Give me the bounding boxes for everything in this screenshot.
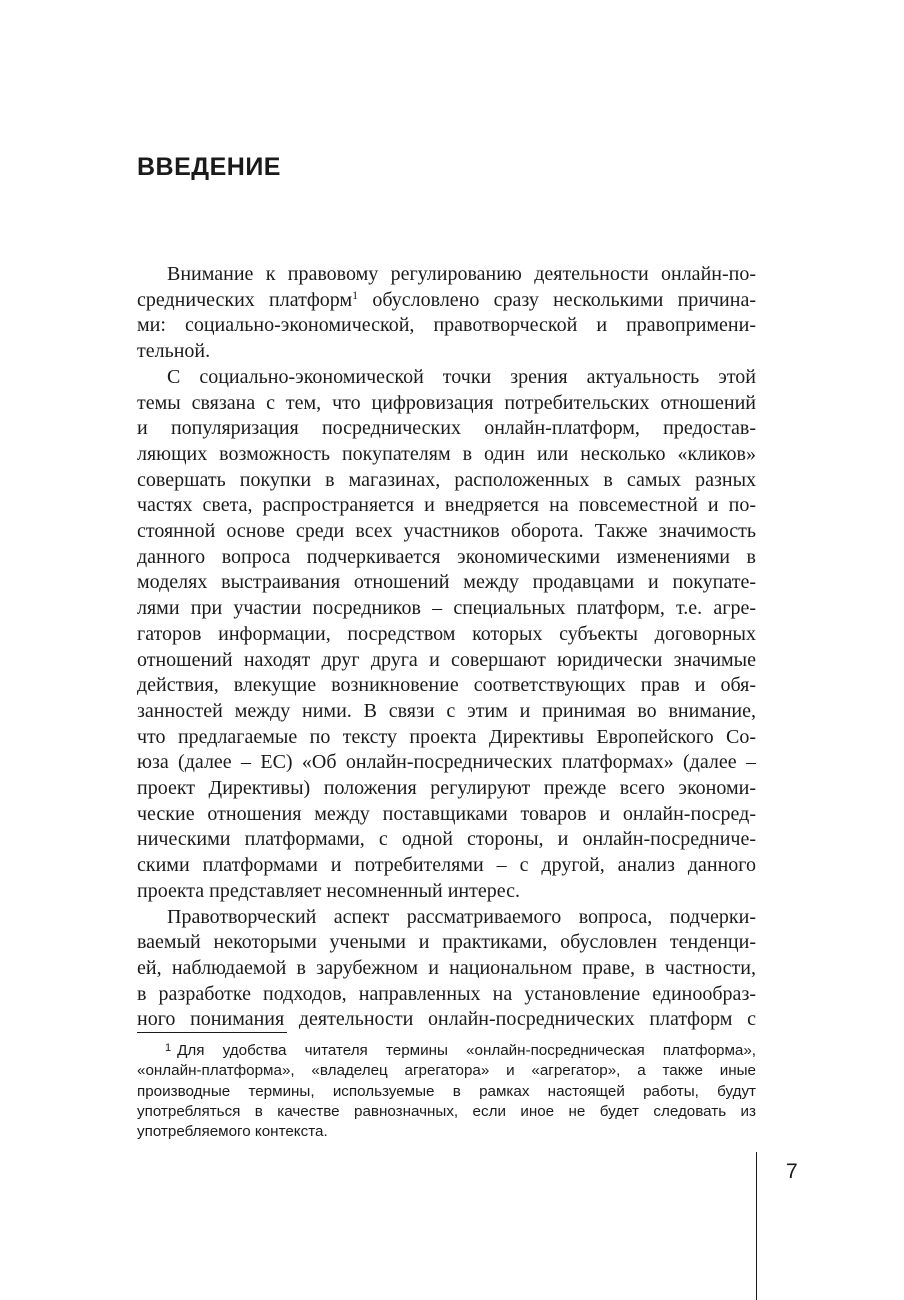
text-line: скими платформами и потребителями – с другой, анализ данного bbox=[137, 854, 756, 877]
footnote-line bbox=[137, 1041, 756, 1061]
text-line: С социально-экономической точки зрения актуальность этой bbox=[167, 365, 756, 388]
page-margin-rule bbox=[756, 1152, 757, 1300]
text-line: темы связана с тем, что цифровизация потребительских отношений bbox=[137, 391, 756, 414]
text-line: ляющих возможность покупателям в один или несколько «кликов» bbox=[137, 442, 756, 465]
text-line: в разработке подходов, направленных на установление единообраз- bbox=[137, 982, 756, 1005]
footnote-line: употребляться в качестве равнозначных, если иное не будет следовать из bbox=[137, 1102, 756, 1120]
text-fragment: обусловлено сразу несколькими причина- bbox=[372, 288, 756, 311]
text-line: частях света, распространяется и внедряется на повсеместной и по- bbox=[137, 494, 756, 517]
text-line: данного вопроса подчеркивается экономическими изменениями в bbox=[137, 545, 756, 568]
text-line: гаторов информации, посредством которых субъекты договорных bbox=[137, 622, 756, 645]
text-line: ей, наблюдаемой в зарубежном и национальном праве, в частности, bbox=[137, 956, 756, 979]
text-line: ного понимания деятельности онлайн-посреднических платформ с bbox=[137, 1008, 756, 1031]
text-line: моделях выстраивания отношений между продавцами и покупате- bbox=[137, 571, 756, 594]
text-line: тельной. bbox=[137, 340, 211, 363]
text-line: ческие отношения между поставщиками товаров и онлайн-посред- bbox=[137, 802, 756, 825]
text-line: ми: социально-экономической, правотворческой и правопримени- bbox=[137, 314, 756, 337]
text-fragment: Для удобства читателя термины «онлайн-посредническая платформа», bbox=[177, 1042, 756, 1059]
footnote bbox=[137, 1041, 756, 1142]
chapter-heading: ВВЕДЕНИЕ bbox=[137, 153, 281, 181]
text-line: стоянной основе среди всех участников оборота. Также значимость bbox=[137, 520, 756, 543]
text-fragment: среднических платформ bbox=[137, 288, 353, 311]
text-line: Правотворческий аспект рассматриваемого вопроса, подчерки- bbox=[167, 905, 756, 928]
text-line: отношений находят друг друга и совершают юридически значимые bbox=[137, 648, 756, 671]
footnote-reference[interactable]: 1 bbox=[352, 287, 359, 302]
footnote-line: «онлайн-платформа», «владелец агрегатора» и «агрегатор», а также иные bbox=[137, 1062, 756, 1080]
text-line: Внимание к правовому регулированию деятельности онлайн-по- bbox=[167, 263, 756, 285]
page-number: 7 bbox=[786, 1160, 798, 1183]
footnote-marker: 1 bbox=[165, 1042, 172, 1054]
footnote-separator bbox=[137, 1032, 287, 1033]
text-line: юза (далее – ЕС) «Об онлайн-посреднических платформах» (далее – bbox=[137, 751, 756, 774]
text-line: действия, влекущие возникновение соответствующих прав и обя- bbox=[137, 674, 756, 697]
footnote-line: производные термины, используемые в рамках настоящей работы, будут bbox=[137, 1082, 756, 1100]
paragraph-3 bbox=[137, 905, 756, 1034]
text-line: совершать покупки в магазинах, расположенных в самых разных bbox=[137, 468, 756, 491]
text-line: что предлагаемые по тексту проекта Директивы Европейского Со- bbox=[137, 725, 756, 748]
paragraph-2 bbox=[137, 365, 756, 905]
text-line: ваемый некоторыми учеными и практиками, обусловлен тенденци- bbox=[137, 931, 756, 954]
text-line: занностей между ними. В связи с этим и принимая во внимание, bbox=[137, 699, 756, 722]
text-line: проект Директивы) положения регулируют прежде всего экономи- bbox=[137, 777, 756, 800]
text-line: лями при участии посредников – специальных платформ, т.е. агре- bbox=[137, 597, 756, 620]
text-line bbox=[137, 288, 756, 314]
footnote-line: употребляемого контекста. bbox=[137, 1123, 328, 1141]
text-line: и популяризация посреднических онлайн-платформ, предостав- bbox=[137, 417, 756, 440]
paragraph-1 bbox=[137, 262, 756, 365]
body-text bbox=[137, 262, 756, 1033]
text-line: проекта представляет несомненный интерес. bbox=[137, 879, 520, 902]
text-line: ническими платформами, с одной стороны, и онлайн-посредниче- bbox=[137, 828, 756, 851]
